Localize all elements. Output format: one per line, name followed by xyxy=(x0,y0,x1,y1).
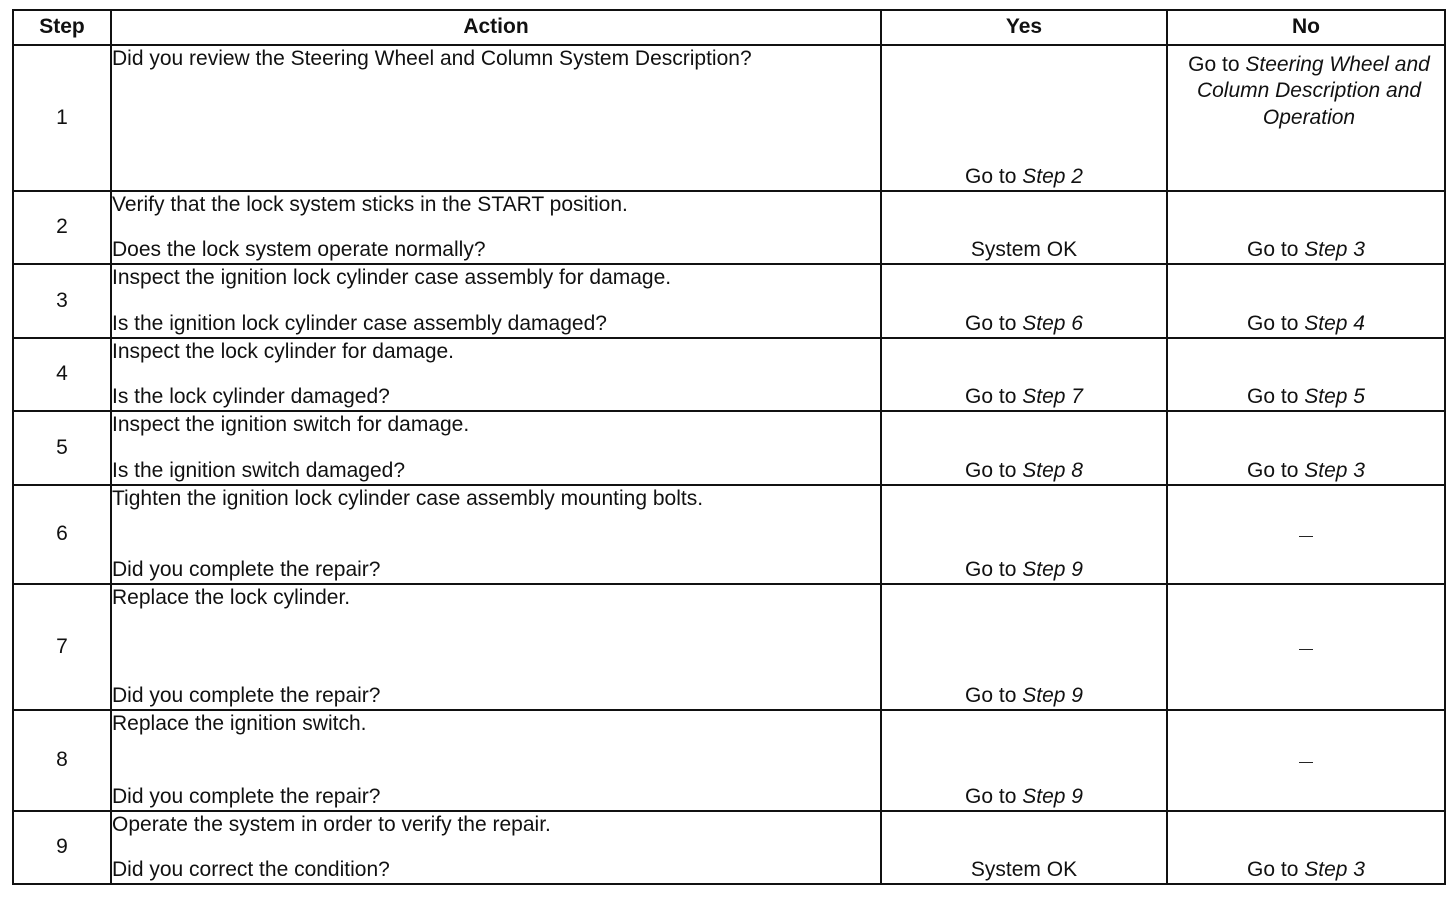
table-row xyxy=(13,811,1445,884)
action-instruction: Replace the lock cylinder. xyxy=(112,586,351,609)
step-number: 8 xyxy=(13,710,111,811)
yes-step-ref: Step 9 xyxy=(1022,784,1083,808)
action-instruction: Inspect the ignition lock cylinder case assembly for damage. xyxy=(112,266,672,289)
no-cell xyxy=(1167,338,1445,411)
action-question: Did you complete the repair? xyxy=(112,683,381,707)
action-question: Is the lock cylinder damaged? xyxy=(112,384,390,408)
action-cell xyxy=(111,264,881,338)
step-number: 6 xyxy=(13,485,111,584)
no-prefix: Go to xyxy=(1247,384,1299,408)
no-prefix: Go to xyxy=(1247,857,1299,881)
step-number: 4 xyxy=(13,338,111,411)
table-row xyxy=(13,710,1445,811)
table-row xyxy=(13,485,1445,584)
no-prefix: Go to xyxy=(1247,237,1299,261)
table-row xyxy=(13,338,1445,411)
action-text: Did you review the Steering Wheel and Column System Description? xyxy=(112,47,752,70)
step-number: 7 xyxy=(13,584,111,710)
yes-prefix: Go to xyxy=(965,311,1017,335)
no-prefix: Go to xyxy=(1247,311,1299,335)
table-row xyxy=(13,264,1445,338)
header-no: No xyxy=(1167,10,1445,45)
action-question: Did you correct the condition? xyxy=(112,857,390,881)
action-cell xyxy=(111,485,881,584)
no-step-ref: Steering Wheel and Column Description and Operation xyxy=(1196,53,1430,129)
yes-prefix: Go to xyxy=(965,784,1017,808)
no-dash: — xyxy=(1299,527,1313,544)
action-cell xyxy=(111,710,881,811)
yes-result: System OK xyxy=(970,237,1078,261)
yes-prefix: Go to xyxy=(965,164,1017,188)
step-number: 2 xyxy=(13,191,111,264)
yes-cell xyxy=(881,584,1167,710)
table-row xyxy=(13,191,1445,264)
no-prefix: Go to xyxy=(1188,53,1240,76)
yes-step-ref: Step 7 xyxy=(1022,384,1083,408)
yes-cell xyxy=(881,710,1167,811)
action-cell xyxy=(111,45,881,191)
action-cell xyxy=(111,191,881,264)
yes-cell xyxy=(881,411,1167,485)
yes-cell xyxy=(881,45,1167,191)
action-question: Did you complete the repair? xyxy=(112,784,381,808)
step-number: 1 xyxy=(13,45,111,191)
header-row xyxy=(13,10,1445,45)
yes-prefix: Go to xyxy=(965,384,1017,408)
table-row xyxy=(13,411,1445,485)
action-cell xyxy=(111,338,881,411)
no-cell xyxy=(1167,710,1445,811)
action-question: Is the ignition switch damaged? xyxy=(112,458,406,482)
yes-cell xyxy=(881,191,1167,264)
no-prefix: Go to xyxy=(1247,458,1299,482)
table-row xyxy=(13,45,1445,191)
yes-prefix: Go to xyxy=(965,557,1017,581)
yes-cell xyxy=(881,811,1167,884)
step-number: 9 xyxy=(13,811,111,884)
no-cell xyxy=(1167,191,1445,264)
yes-prefix: Go to xyxy=(965,458,1017,482)
no-dash: — xyxy=(1299,753,1313,770)
action-cell xyxy=(111,811,881,884)
yes-cell xyxy=(881,338,1167,411)
step-number: 3 xyxy=(13,264,111,338)
no-step-ref: Step 3 xyxy=(1304,857,1365,881)
action-instruction: Verify that the lock system sticks in the START position. xyxy=(112,193,628,216)
action-instruction: Operate the system in order to verify the repair. xyxy=(112,813,551,836)
header-step: Step xyxy=(13,10,111,45)
no-cell xyxy=(1167,264,1445,338)
yes-result: System OK xyxy=(970,857,1078,881)
no-cell xyxy=(1167,584,1445,710)
no-step-ref: Step 3 xyxy=(1304,237,1365,261)
yes-step-ref: Step 8 xyxy=(1022,458,1083,482)
yes-step-ref: Step 2 xyxy=(1022,164,1083,188)
yes-prefix: Go to xyxy=(965,683,1017,707)
no-cell xyxy=(1167,485,1445,584)
no-dash: — xyxy=(1299,639,1313,656)
no-cell xyxy=(1167,811,1445,884)
action-instruction: Inspect the lock cylinder for damage. xyxy=(112,340,455,363)
action-question: Did you complete the repair? xyxy=(112,557,381,581)
action-instruction: Replace the ignition switch. xyxy=(112,712,367,735)
action-instruction: Tighten the ignition lock cylinder case assembly mounting bolts. xyxy=(112,487,704,510)
no-step-ref: Step 4 xyxy=(1304,311,1365,335)
yes-step-ref: Step 6 xyxy=(1022,311,1083,335)
step-number: 5 xyxy=(13,411,111,485)
header-action: Action xyxy=(111,10,881,45)
yes-step-ref: Step 9 xyxy=(1022,683,1083,707)
table-row xyxy=(13,584,1445,710)
no-step-ref: Step 5 xyxy=(1304,384,1365,408)
yes-step-ref: Step 9 xyxy=(1022,557,1083,581)
action-cell xyxy=(111,584,881,710)
no-step-ref: Step 3 xyxy=(1304,458,1365,482)
no-cell xyxy=(1167,411,1445,485)
action-instruction: Inspect the ignition switch for damage. xyxy=(112,413,470,436)
no-cell xyxy=(1167,45,1445,191)
action-question: Is the ignition lock cylinder case assembly damaged? xyxy=(112,311,607,335)
action-question: Does the lock system operate normally? xyxy=(112,237,486,261)
action-cell xyxy=(111,411,881,485)
yes-cell xyxy=(881,264,1167,338)
yes-cell xyxy=(881,485,1167,584)
diagnostic-table xyxy=(12,9,1446,885)
header-yes: Yes xyxy=(881,10,1167,45)
